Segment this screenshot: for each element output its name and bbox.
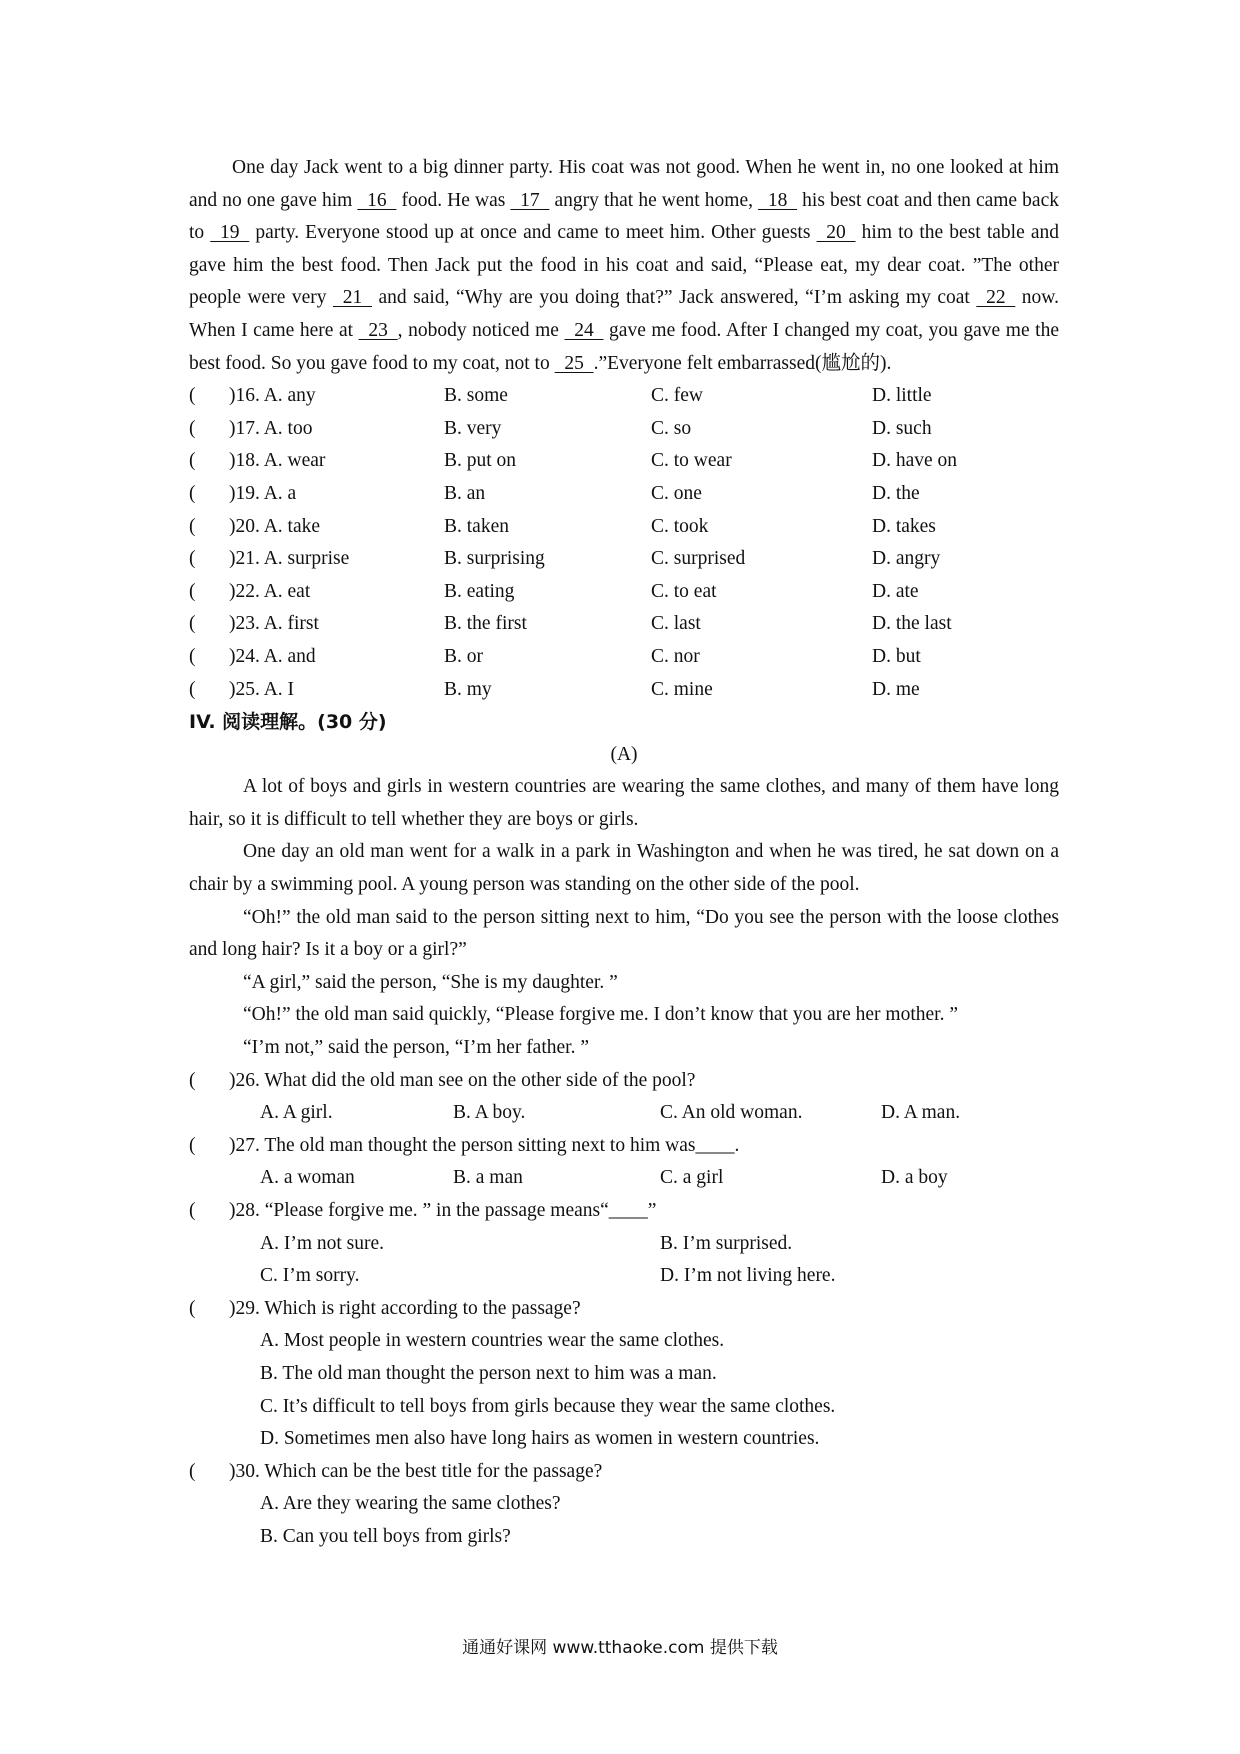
option-a: A. too <box>263 417 313 439</box>
option-d: D. a boy <box>881 1167 948 1189</box>
option-c: C. I’m sorry. <box>260 1265 360 1287</box>
option-c: C. one <box>651 482 702 504</box>
cloze-question-row <box>189 413 1059 446</box>
question-number: )21. <box>229 548 260 570</box>
cloze-text: his best coat and then came back to <box>189 189 1059 244</box>
cloze-text: One day Jack went to a big dinner party. His coat was not good. When he went in, no one looked at him and no one gave him <box>189 157 1059 211</box>
question-number-and-option-a <box>229 608 444 641</box>
option-c: C. to wear <box>651 450 732 472</box>
option-a: A. Most people in western countries wear the same clothes. <box>260 1330 725 1352</box>
cloze-text: angry that he went home, <box>549 189 759 211</box>
cloze-blank[interactable]: 19 <box>210 222 250 244</box>
option-b: B. put on <box>444 450 517 472</box>
question-stem <box>189 1130 1059 1163</box>
cloze-text: , nobody noticed me <box>397 319 565 341</box>
option-d: D. I’m not living here. <box>660 1265 836 1287</box>
answer-row <box>189 1423 1059 1456</box>
option-a: A. I <box>263 678 295 700</box>
cloze-blank[interactable]: 16 <box>357 189 397 211</box>
option-b: B. surprising <box>444 548 545 570</box>
answer-paren[interactable]: ( <box>189 1297 196 1319</box>
passage-label: (A) <box>610 743 638 765</box>
page-footer: 通通好课网 www.tthaoke.com 提供下载 <box>462 1638 778 1658</box>
option-c: C. nor <box>651 645 700 667</box>
cloze-options <box>189 380 1059 706</box>
option-b: B. very <box>444 417 502 439</box>
question-text: )30. Which can be the best title for the passage? <box>229 1460 603 1482</box>
question-text: )27. The old man thought the person sitting next to him was____. <box>229 1134 740 1156</box>
option-b: B. the first <box>444 613 527 635</box>
question-number: )24. <box>229 645 260 667</box>
answer-paren[interactable]: ( <box>189 645 196 667</box>
answer-paren[interactable]: ( <box>189 1134 196 1156</box>
option-c: C. It’s difficult to tell boys from girls because they wear the same clothes. <box>260 1395 836 1417</box>
option-d: D. Sometimes men also have long hairs as women in western countries. <box>260 1428 820 1450</box>
cloze-text: and said, “Why are you doing that?” Jack answered, “I’m asking my coat <box>372 287 977 309</box>
cloze-blank[interactable]: 25 <box>554 352 594 374</box>
cloze-question-row <box>189 608 1059 641</box>
option-a: A. Are they wearing the same clothes? <box>260 1493 561 1515</box>
option-c: C. took <box>651 515 709 537</box>
option-b: B. I’m surprised. <box>660 1232 793 1254</box>
cloze-blank[interactable]: 21 <box>333 287 373 309</box>
cloze-text: him to the best table and gave him the best food. Then Jack put the food in his coat and said, “Please eat, my dear coat. ”The other people were very <box>189 222 1059 309</box>
option-d: D. ate <box>872 580 919 602</box>
question-text: )29. Which is right according to the passage? <box>229 1297 581 1319</box>
option-d: D. takes <box>872 515 936 537</box>
cloze-text: gave me food. After I changed my coat, you gave me the best food. So you gave food to my coat, not to <box>189 319 1059 374</box>
question-stem <box>189 1293 1059 1326</box>
question-number: )17. <box>229 417 260 439</box>
answer-paren[interactable]: ( <box>189 482 196 504</box>
option-c: C. a girl <box>660 1167 724 1189</box>
option-c: C. to eat <box>651 580 717 602</box>
question-number: )18. <box>229 450 260 472</box>
option-b: B. The old man thought the person next to him was a man. <box>260 1362 717 1384</box>
option-d: D. angry <box>872 548 941 570</box>
option-a: A. I’m not sure. <box>260 1232 385 1254</box>
cloze-question-row <box>189 380 1059 413</box>
option-b: B. some <box>444 385 508 407</box>
option-d: D. little <box>872 385 932 407</box>
section-title: IV. 阅读理解。(30 分) <box>189 711 387 734</box>
cloze-question-row <box>189 511 1059 544</box>
option-a: A. first <box>263 613 319 635</box>
reading-dialogue-line: “Oh!” the old man said quickly, “Please forgive me. I don’t know that you are her mother. ” <box>243 1004 958 1026</box>
answer-row <box>189 1228 1059 1261</box>
cloze-question-row <box>189 478 1059 511</box>
question-number-and-option-a <box>229 380 444 413</box>
answer-paren[interactable]: ( <box>189 580 196 602</box>
option-b: B. my <box>444 678 492 700</box>
cloze-question-row <box>189 641 1059 674</box>
question-number-and-option-a <box>229 576 444 609</box>
option-d: D. the <box>872 482 920 504</box>
option-b: B. A boy. <box>453 1102 526 1124</box>
option-d: D. such <box>872 417 932 439</box>
answer-row <box>189 1260 1059 1293</box>
cloze-question-row <box>189 576 1059 609</box>
question-number: )25. <box>229 678 260 700</box>
cloze-blank[interactable]: 18 <box>758 189 798 211</box>
option-a: A. take <box>263 515 320 537</box>
answer-paren[interactable]: ( <box>189 548 196 570</box>
option-a: A. A girl. <box>260 1102 333 1124</box>
reading-dialogue-line: “I’m not,” said the person, “I’m her father. ” <box>243 1037 589 1059</box>
option-a: A. wear <box>263 450 326 472</box>
cloze-blank[interactable]: 17 <box>510 189 550 211</box>
cloze-blank[interactable]: 22 <box>976 287 1016 309</box>
cloze-blank[interactable]: 20 <box>816 222 856 244</box>
question-number-and-option-a <box>229 478 444 511</box>
option-a: A. a <box>263 482 297 504</box>
option-a: A. eat <box>263 580 311 602</box>
option-b: B. an <box>444 482 486 504</box>
question-number-and-option-a <box>229 511 444 544</box>
cloze-question-row <box>189 445 1059 478</box>
question-text: )28. “Please forgive me. ” in the passage means“____” <box>229 1200 657 1221</box>
question-number: )22. <box>229 580 260 602</box>
option-a: A. any <box>263 385 316 407</box>
question-stem <box>189 1195 1059 1228</box>
reading-paragraph: One day an old man went for a walk in a park in Washington and when he was tired, he sat down on a chair by a swimming pool. A young person was standing on the other side of the pool. <box>189 841 1059 896</box>
question-number-and-option-a <box>229 674 444 707</box>
cloze-text: .”Everyone felt embarrassed(尴尬的). <box>593 352 892 374</box>
answer-paren[interactable]: ( <box>189 678 196 700</box>
cloze-text: food. He was <box>396 189 511 211</box>
option-d: D. A man. <box>881 1102 961 1124</box>
option-a: A. a woman <box>260 1167 355 1189</box>
option-b: B. or <box>444 645 483 667</box>
question-number-and-option-a <box>229 445 444 478</box>
option-b: B. a man <box>453 1167 523 1189</box>
answer-row <box>189 1162 1059 1195</box>
answer-paren[interactable]: ( <box>189 1460 196 1482</box>
option-b: B. taken <box>444 515 509 537</box>
option-c: C. so <box>651 417 692 439</box>
cloze-question-row <box>189 543 1059 576</box>
question-text: )26. What did the old man see on the other side of the pool? <box>229 1069 696 1091</box>
exam-page <box>189 152 1059 1554</box>
cloze-blank[interactable]: 24 <box>564 319 604 341</box>
reading-dialogue-line: “A girl,” said the person, “She is my daughter. ” <box>243 971 618 993</box>
question-stem <box>189 1456 1059 1489</box>
reading-paragraph: “Oh!” the old man said to the person sitting next to him, “Do you see the person with the loose clothes and long hair? Is it a boy or a girl?” <box>189 906 1059 961</box>
answer-row <box>189 1358 1059 1391</box>
question-number: )19. <box>229 482 260 504</box>
question-number-and-option-a <box>229 413 444 446</box>
option-d: D. me <box>872 678 920 700</box>
option-c: C. surprised <box>651 548 746 570</box>
question-number-and-option-a <box>229 641 444 674</box>
cloze-passage <box>189 152 1059 380</box>
answer-paren[interactable]: ( <box>189 1069 196 1091</box>
option-b: B. eating <box>444 580 515 602</box>
cloze-question-row <box>189 674 1059 707</box>
answer-row <box>189 1097 1059 1130</box>
question-number: )16. <box>229 385 260 407</box>
cloze-text: now. When I came here at <box>189 287 1060 341</box>
answer-row <box>189 1391 1059 1424</box>
answer-paren[interactable]: ( <box>189 385 196 407</box>
option-c: C. mine <box>651 678 713 700</box>
option-d: D. the last <box>872 613 952 635</box>
question-number: )20. <box>229 515 260 537</box>
answer-row <box>189 1488 1059 1521</box>
option-c: C. last <box>651 613 701 635</box>
question-number: )23. <box>229 613 260 635</box>
option-c: C. An old woman. <box>660 1102 803 1124</box>
answer-row <box>189 1521 1059 1554</box>
answer-paren[interactable]: ( <box>189 515 196 537</box>
cloze-text: party. Everyone stood up at once and came to meet him. Other guests <box>249 222 817 244</box>
answer-paren[interactable]: ( <box>189 417 196 439</box>
answer-paren[interactable]: ( <box>189 450 196 472</box>
question-stem <box>189 1065 1059 1098</box>
answer-paren[interactable]: ( <box>189 1200 196 1221</box>
question-number-and-option-a <box>229 543 444 576</box>
answer-paren[interactable]: ( <box>189 613 196 635</box>
option-d: D. have on <box>872 450 958 472</box>
option-a: A. surprise <box>263 548 350 570</box>
option-a: A. and <box>263 645 316 667</box>
cloze-blank[interactable]: 23 <box>358 319 398 341</box>
answer-row <box>189 1325 1059 1358</box>
option-c: C. few <box>651 385 703 407</box>
reading-paragraph: A lot of boys and girls in western countries are wearing the same clothes, and many of them have long hair, so it is difficult to tell whether they are boys or girls. <box>189 776 1059 830</box>
option-d: D. but <box>872 645 921 667</box>
option-b: B. Can you tell boys from girls? <box>260 1525 511 1547</box>
